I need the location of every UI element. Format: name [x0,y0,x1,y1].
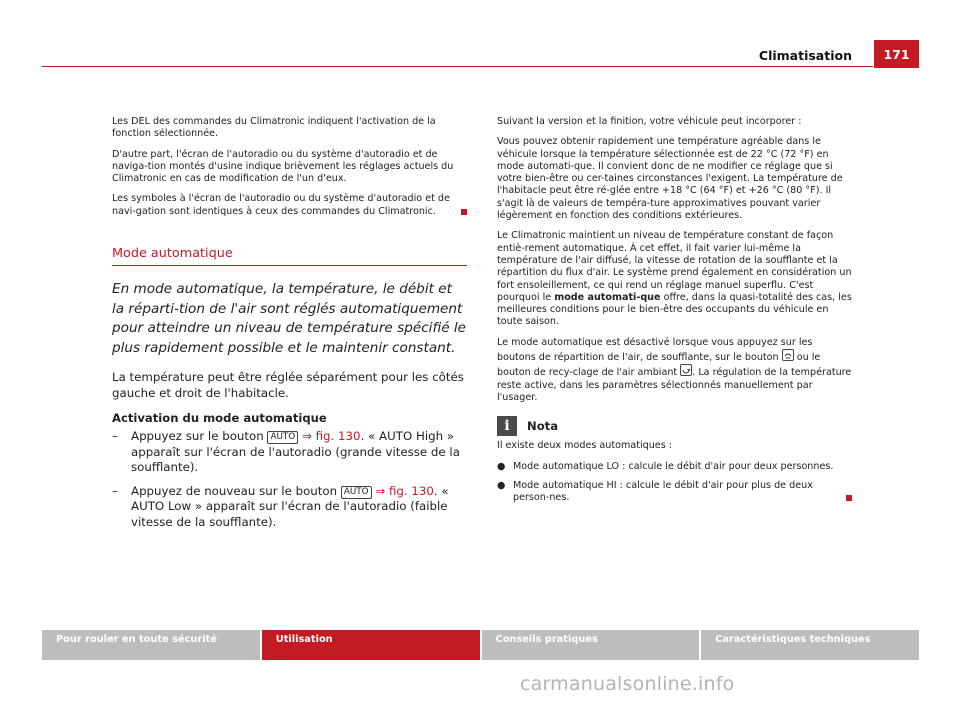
temperature-paragraph: Vous pouvez obtenir rapidement une température agréable dans le véhicule lorsque la température sélectionnée est de 22 °C (72 °F) en mode automati-que. Il convient donc de ne modifier ce réglage que si votre bien-être ou cer-taines circonstances l'exigent. La température de l'habitacle peut être ré-glée entre +18 °C (64 °F) et +26 °C (80 °F). Il s'agit là de valeurs de tempéra-ture approximatives pouvant varier légèrement en fonction des conditions extérieures. [497,136,843,222]
intro-paragraph-1: Les DEL des commandes du Climatronic indiquent l'activation de la fonction sélectionnée. [112,116,436,140]
right-column [497,116,852,511]
bullet-dot: ● [497,460,506,472]
watermark: carmanualsonline.info [520,673,735,695]
section-end-marker [846,495,852,501]
header-rule [42,66,873,67]
note-title: Nota [527,419,559,434]
climatronic-paragraph [497,230,852,328]
version-paragraph: Suivant la version et la finition, votre véhicule peut incorporer : [497,116,802,127]
section-title: Mode automatique [112,246,467,266]
step-2 [112,484,467,531]
step-1-text: Appuyez sur le bouton [131,429,268,444]
step-1 [112,429,467,476]
intro-paragraph-3 [112,193,467,218]
defrost-icon [782,349,794,361]
body-paragraph: La température peut être réglée séparément pour les côtés gauche et droit de l'habitacle. [112,370,464,400]
page-header-title: Climatisation [758,48,852,63]
deactivation-text-mid: ou le bouton de recy-clage de l'air ambiant [497,352,821,379]
climatronic-text-end: offre, dans la quasi-totalité des cas, les meilleures conditions pour le bien-être des occupants du véhicule en toute saison. [497,291,852,328]
deactivation-paragraph [497,337,852,404]
note-header [497,416,852,436]
info-icon: i [497,416,517,436]
step-1-text-end: . « AUTO High » apparaît sur l'écran de l'autoradio (grande vitesse de la soufflante). [131,429,460,475]
note-bullet-2 [497,480,852,505]
recirculation-icon [680,364,692,376]
figure-reference-link[interactable]: ⇒ fig. 130 [298,429,361,444]
auto-button-label: AUTO [267,431,298,444]
auto-mode-bold: mode automati-que [554,291,661,303]
step-dash: – [112,483,118,498]
left-column [112,116,467,538]
lead-paragraph: En mode automatique, la température, le débit et la réparti-tion de l'air sont réglés automatiquement pour atteindre un niveau de température spécifié le plus rapidement possible et le maintenir constant. [112,281,467,356]
section-end-marker [461,209,467,215]
footer-tab-conseils[interactable]: Conseils pratiques [482,630,700,660]
footer-tab-securite[interactable]: Pour rouler en toute sécurité [42,630,260,660]
note-bullet-1 [497,461,852,473]
intro-paragraph-2: D'autre part, l'écran de l'autoradio ou du système d'autoradio et de naviga-tion montés d'usine indique brièvement les réglages actuels du Climatronic en cas de modification de l'un d'eux. [112,148,454,185]
note-bullet-2-text: Mode automatique HI : calcule le débit d'air pour plus de deux person-nes. [513,479,813,504]
climatronic-text: Le Climatronic maintient un niveau de température constant de façon entiè-rement automatique. À cet effet, il fait varier lui-même la température de l'air diffusé, la vitesse de rotation de la soufflante et la répartition du flux d'air. Le système prend également en considération un fort ensoleillement, ce qui rend un réglage manuel superflu. C'est pourquoi le [497,230,852,303]
step-2-text-end: . « AUTO Low » apparaît sur l'écran de l'autoradio (faible vitesse de la soufflante). [131,483,449,529]
auto-button-label: AUTO [341,486,372,499]
footer-tab-utilisation[interactable]: Utilisation [262,630,480,660]
step-dash: – [112,429,118,444]
page-number: 171 [874,40,919,68]
step-2-text: Appuyez de nouveau sur le bouton [131,483,341,498]
note-intro: Il existe deux modes automatiques : [497,440,672,452]
footer-tab-caracteristiques[interactable]: Caractéristiques techniques [701,630,919,660]
bullet-dot: ● [497,479,506,491]
intro-paragraph-3-text: Les symboles à l'écran de l'autoradio ou du système d'autoradio et de navi-gation sont identiques à ceux des commandes du Climatronic. [112,193,450,217]
figure-reference-link[interactable]: ⇒ fig. 130 [371,483,434,498]
deactivation-text-end: . La régulation de la température reste active, dans les paramètres sélectionnés manuellement par l'usager. [497,367,852,403]
note-bullet-1-text: Mode automatique LO : calcule le débit d'air pour deux personnes. [513,460,834,472]
subheading-activation: Activation du mode automatique [112,411,327,426]
footer-nav [42,630,919,660]
deactivation-text: Le mode automatique est désactivé lorsque vous appuyez sur les boutons de répartition de l'air, de soufflante, sur le bouton [497,336,813,364]
